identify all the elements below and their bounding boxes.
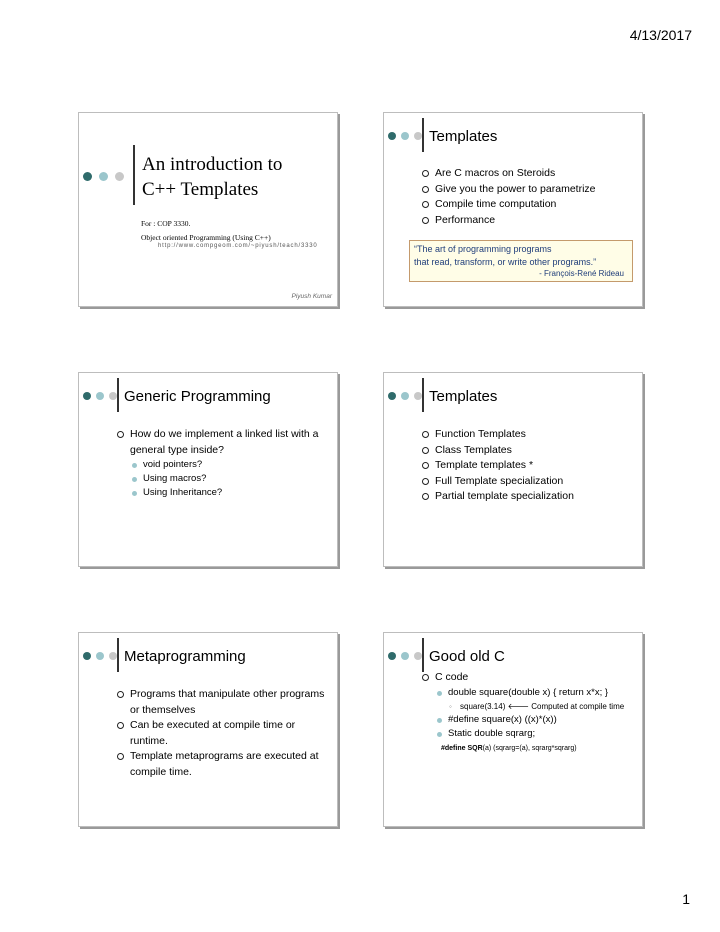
slide-title bbox=[142, 152, 282, 202]
list-item-text: How do we implement a linked list with a general type inside? bbox=[130, 428, 319, 456]
dot-icon bbox=[401, 132, 409, 140]
dot-icon bbox=[83, 172, 92, 181]
slide-title: Templates bbox=[429, 128, 498, 145]
list-item: Performance bbox=[422, 213, 632, 229]
bullet-list bbox=[422, 427, 632, 505]
dot-icon bbox=[96, 392, 104, 400]
slide-1 bbox=[78, 112, 338, 307]
slide-title: Good old C bbox=[429, 648, 505, 665]
list-item: Template templates * bbox=[422, 458, 632, 474]
dot-icon bbox=[83, 392, 91, 400]
title-line: An introduction to bbox=[142, 154, 283, 175]
slide-3 bbox=[78, 372, 338, 567]
define-code bbox=[441, 745, 577, 752]
list-item bbox=[117, 427, 327, 500]
list-item: Are C macros on Steroids bbox=[422, 166, 632, 182]
bullet-list bbox=[422, 670, 632, 741]
title-divider bbox=[133, 145, 135, 205]
sub-list-item: #define square(x) ((x)*(x)) bbox=[435, 713, 632, 727]
list-item: Give you the power to parametrize bbox=[422, 182, 632, 198]
list-item: Compile time computation bbox=[422, 197, 632, 213]
sub-list-item-text: double square(double x) { return x*x; } bbox=[448, 686, 609, 698]
quote-author: - François-René Rideau bbox=[539, 269, 624, 278]
list-item: Class Templates bbox=[422, 443, 632, 459]
list-item bbox=[422, 670, 632, 741]
page-number: 1 bbox=[682, 891, 690, 907]
sub-sub-list-item: ◦ square(3.14) 🡐 Computed at compile time bbox=[448, 700, 632, 713]
slide-6 bbox=[383, 632, 643, 827]
bullet-list bbox=[117, 427, 327, 500]
dot-icon bbox=[96, 652, 104, 660]
list-item-text: C code bbox=[435, 671, 469, 683]
title-divider bbox=[422, 638, 424, 672]
dot-icon bbox=[401, 652, 409, 660]
sub-list-item: Static double sqrarg; bbox=[435, 727, 632, 741]
slide-5 bbox=[78, 632, 338, 827]
course-info bbox=[141, 217, 271, 245]
quote-text: “The art of programming programs bbox=[414, 244, 552, 254]
slide-title: Metaprogramming bbox=[124, 648, 246, 665]
list-item: Function Templates bbox=[422, 427, 632, 443]
slide-4 bbox=[383, 372, 643, 567]
bullet-list bbox=[422, 166, 632, 228]
dot-icon bbox=[414, 132, 422, 140]
slide-2 bbox=[383, 112, 643, 307]
title-line: C++ Templates bbox=[142, 179, 259, 200]
dot-icon bbox=[99, 172, 108, 181]
sub-list-item: Using macros? bbox=[130, 472, 327, 486]
course-url[interactable]: http://www.compgeom.com/~piyush/teach/3330 bbox=[158, 243, 318, 249]
course-line: Object oriented Programming (Using C++) bbox=[141, 233, 271, 242]
sub-list-item: void pointers? bbox=[130, 458, 327, 472]
quote-text: that read, transform, or write other programs.” bbox=[414, 256, 597, 267]
title-divider bbox=[422, 118, 424, 152]
dot-icon bbox=[414, 392, 422, 400]
list-item: Programs that manipulate other programs or themselves bbox=[117, 687, 327, 718]
define-body: (a) (sqrarg=(a), sqrarg*sqrarg) bbox=[482, 745, 577, 752]
list-item: Can be executed at compile time or runtime. bbox=[117, 718, 327, 749]
course-line: For : COP 3330. bbox=[141, 219, 191, 228]
define-keyword: #define SQR bbox=[441, 745, 483, 752]
dot-icon bbox=[388, 392, 396, 400]
list-item: Partial template specialization bbox=[422, 489, 632, 505]
dot-icon bbox=[109, 392, 117, 400]
slide-title: Generic Programming bbox=[124, 388, 271, 405]
list-item: Template metaprograms are executed at compile time. bbox=[117, 749, 327, 780]
quote-box bbox=[409, 240, 633, 282]
sub-list bbox=[435, 686, 632, 741]
title-divider bbox=[422, 378, 424, 412]
dot-icon bbox=[115, 172, 124, 181]
dot-icon bbox=[388, 652, 396, 660]
title-divider bbox=[117, 638, 119, 672]
print-date: 4/13/2017 bbox=[629, 27, 692, 43]
sub-list bbox=[130, 458, 327, 500]
dot-icon bbox=[388, 132, 396, 140]
sub-sub-list bbox=[448, 700, 632, 713]
dot-icon bbox=[109, 652, 117, 660]
title-divider bbox=[117, 378, 119, 412]
slide-title: Templates bbox=[429, 388, 498, 405]
bullet-list bbox=[117, 687, 327, 780]
list-item: Full Template specialization bbox=[422, 474, 632, 490]
author-name: Piyush Kumar bbox=[291, 293, 332, 300]
sub-list-item: Using Inheritance? bbox=[130, 486, 327, 500]
dot-icon bbox=[401, 392, 409, 400]
dot-icon bbox=[414, 652, 422, 660]
sub-list-item bbox=[435, 686, 632, 713]
dot-icon bbox=[83, 652, 91, 660]
